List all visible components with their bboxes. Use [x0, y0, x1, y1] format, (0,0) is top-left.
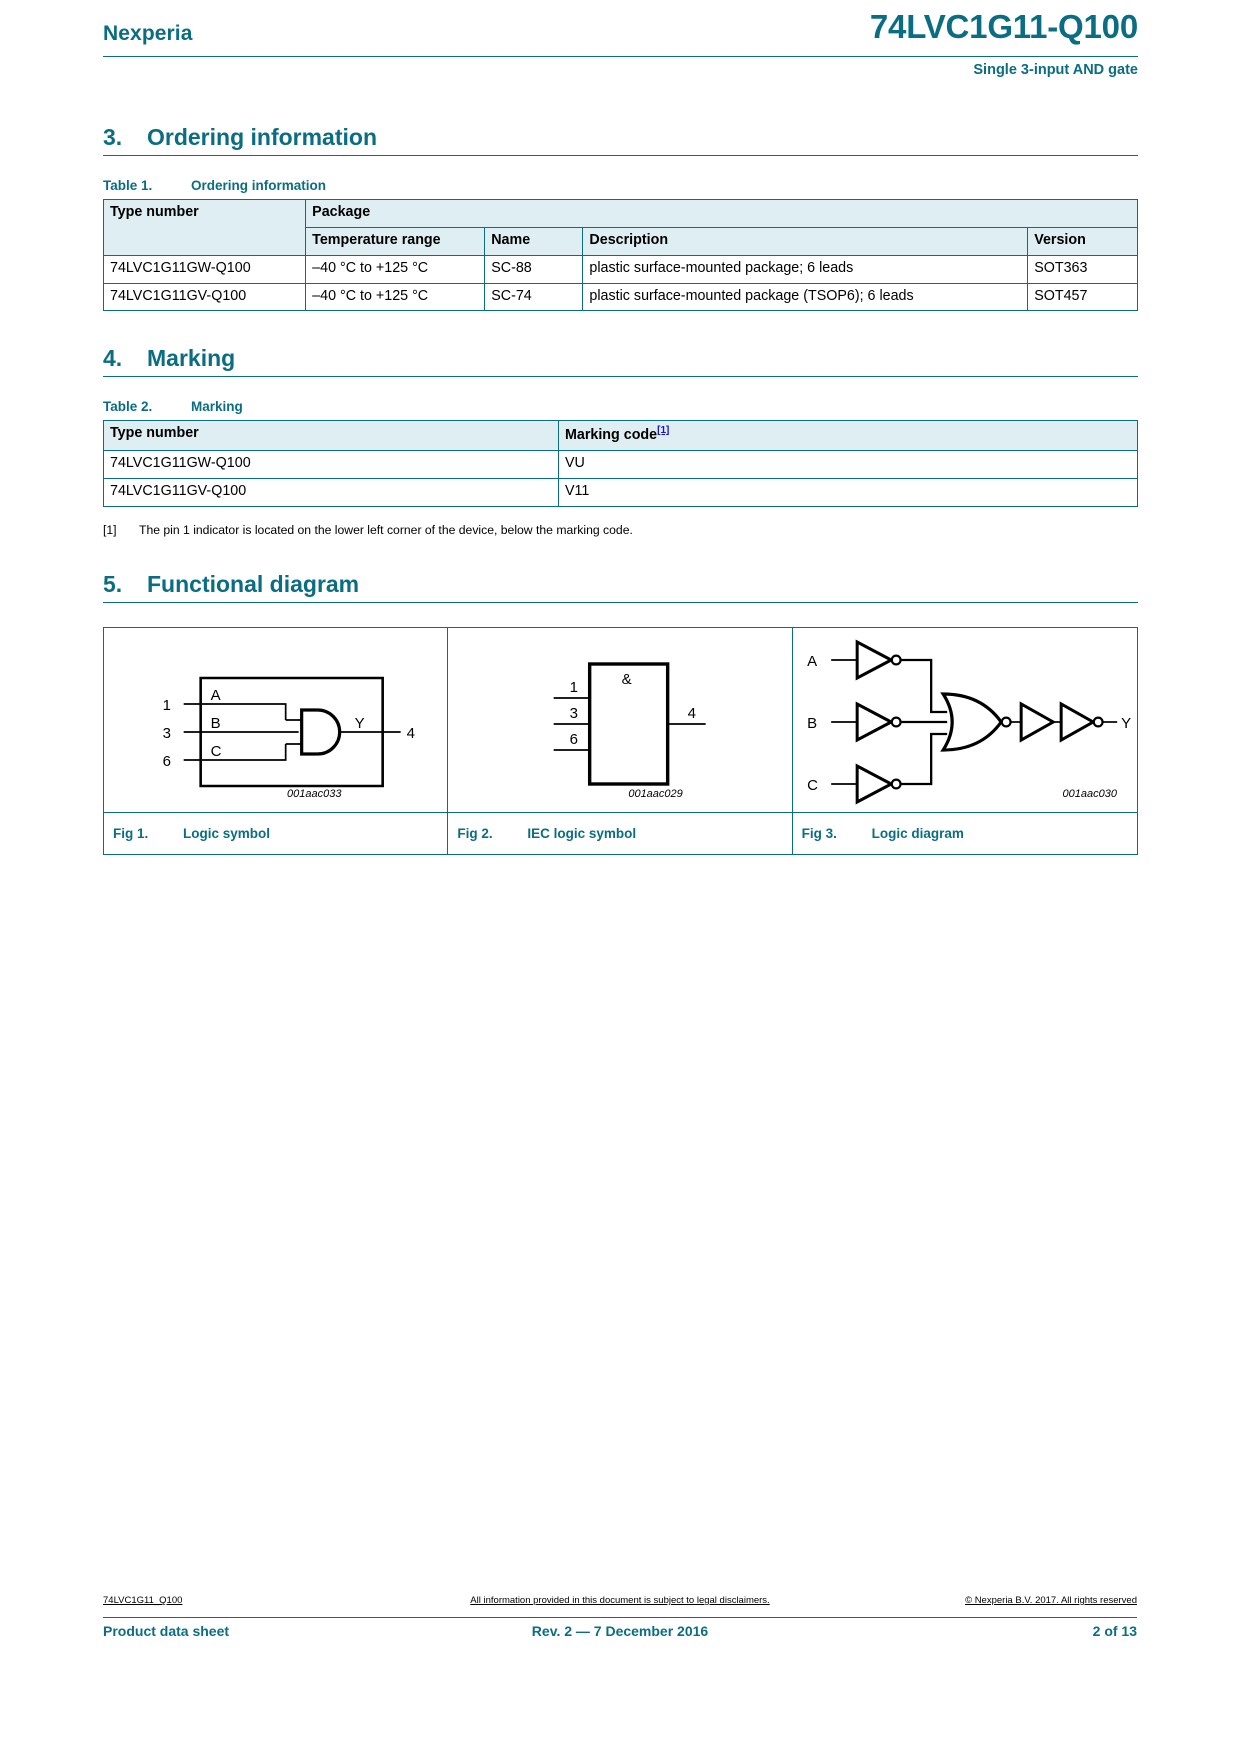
- table-row: [104, 478, 1138, 506]
- brand-name: Nexperia: [103, 22, 193, 45]
- th-type-number: Type number: [104, 200, 306, 256]
- pin-label-4: 4: [687, 704, 697, 722]
- iec-logic-symbol-artwork: [448, 628, 791, 814]
- document-header: [103, 0, 1138, 90]
- th-package: Package: [306, 200, 1138, 228]
- pin-label-1: 1: [162, 696, 172, 714]
- table-row: [104, 255, 1138, 283]
- figure2-caption-number: Fig 2.: [457, 825, 493, 841]
- table-row: [104, 451, 1138, 479]
- cell-temperature-range: –40 °C to +125 °C: [306, 283, 485, 311]
- figure-logic-symbol: [104, 628, 448, 854]
- cell-temperature-range: –40 °C to +125 °C: [306, 255, 485, 283]
- th-version: Version: [1028, 227, 1138, 255]
- cell-description: plastic surface-mounted package; 6 leads: [583, 255, 1028, 283]
- figure1-caption: [104, 812, 447, 854]
- figure1-caption-number: Fig 1.: [113, 825, 149, 841]
- cell-version: SOT457: [1028, 283, 1138, 311]
- ordering-information-table: [103, 199, 1138, 311]
- table1-caption-title: Ordering information: [191, 178, 326, 193]
- footnote-link[interactable]: [1]: [657, 425, 670, 437]
- gate-symbol-and: &: [621, 670, 633, 688]
- footnote-text: The pin 1 indicator is located on the lower left corner of the device, below the marking code.: [139, 522, 633, 537]
- footer-bottom-row: [103, 1623, 1137, 1645]
- inverter-bubble-c: [891, 779, 900, 788]
- iec-and-symbol-svg: [448, 628, 791, 814]
- figure3-artwork-id: 001aac030: [1062, 787, 1117, 800]
- table-header-row: [104, 200, 1138, 228]
- table1-caption: [103, 178, 1138, 193]
- figure1-caption-title: Logic symbol: [183, 825, 271, 841]
- figure3-caption-title: Logic diagram: [871, 825, 964, 841]
- table1-caption-number: Table 1.: [103, 178, 153, 193]
- header-divider: [103, 56, 1138, 57]
- output-bubble: [1093, 717, 1102, 726]
- section-heading: [103, 571, 1138, 603]
- pin-label-4: 4: [406, 724, 416, 742]
- pin-label-6: 6: [569, 730, 579, 748]
- cell-type-number: 74LVC1G11GV-Q100: [104, 478, 559, 506]
- section-number: 5.: [103, 570, 123, 597]
- signal-label-a: A: [806, 652, 817, 670]
- th-temperature-range: Temperature range: [306, 227, 485, 255]
- cell-type-number: 74LVC1G11GV-Q100: [104, 283, 306, 311]
- figure3-caption: [793, 812, 1137, 854]
- document-footer: [103, 1595, 1137, 1695]
- th-name: Name: [485, 227, 583, 255]
- page-title: 74LVC1G11-Q100: [869, 8, 1138, 45]
- signal-label-c: C: [806, 776, 818, 794]
- figure2-caption: [448, 812, 791, 854]
- figure2-caption-title: IEC logic symbol: [527, 825, 637, 841]
- cell-name: SC-74: [485, 283, 583, 311]
- table-row: [104, 283, 1138, 311]
- cell-marking-code: VU: [558, 451, 1137, 479]
- pin-label-6: 6: [162, 752, 172, 770]
- footer-page-number: 2 of 13: [1092, 1623, 1137, 1639]
- footer-disclaimer: All information provided in this document is subject to legal disclaimers.: [470, 1595, 770, 1606]
- section-title: Ordering information: [147, 124, 377, 150]
- section-number: 4.: [103, 345, 123, 372]
- footer-copyright: © Nexperia B.V. 2017. All rights reserved: [965, 1595, 1137, 1606]
- figure-logic-diagram: [793, 628, 1137, 854]
- footer-document-id: 74LVC1G11_Q100: [103, 1595, 183, 1606]
- table2-footnote: [103, 523, 1138, 537]
- figure-iec-logic-symbol: [448, 628, 792, 854]
- signal-label-b: B: [210, 714, 221, 732]
- section-heading: [103, 345, 1138, 377]
- table2-caption: [103, 399, 1138, 414]
- table2-caption-number: Table 2.: [103, 399, 153, 415]
- signal-label-y: Y: [1120, 714, 1131, 732]
- marking-table: [103, 420, 1138, 506]
- pin-label-1: 1: [569, 678, 579, 696]
- cell-type-number: 74LVC1G11GW-Q100: [104, 451, 559, 479]
- figure1-artwork-id: 001aac033: [287, 787, 342, 800]
- cell-marking-code: V11: [558, 478, 1137, 506]
- table-header-row: [104, 421, 1138, 451]
- section-title: Marking: [147, 345, 236, 372]
- footer-revision: Rev. 2 — 7 December 2016: [531, 1623, 709, 1639]
- cell-name: SC-88: [485, 255, 583, 283]
- footer-top-row: [103, 1595, 1137, 1615]
- section-ordering-information: [103, 124, 1138, 311]
- th-description: Description: [583, 227, 1028, 255]
- signal-label-c: C: [210, 742, 222, 760]
- product-subtitle: Single 3-input AND gate: [973, 62, 1138, 78]
- section-heading: [103, 124, 1138, 156]
- section-title: Functional diagram: [147, 570, 360, 597]
- pin-label-3: 3: [569, 704, 579, 722]
- cell-version: SOT363: [1028, 255, 1138, 283]
- signal-label-y: Y: [354, 714, 365, 732]
- footer-divider: [103, 1617, 1137, 1618]
- signal-label-a: A: [210, 686, 221, 704]
- footer-doc-type: Product data sheet: [103, 1623, 230, 1639]
- page-content: [103, 0, 1138, 855]
- cell-description: plastic surface-mounted package (TSOP6); 6 leads: [583, 283, 1028, 311]
- logic-diagram-artwork: [793, 628, 1137, 814]
- functional-diagram-panel: [103, 627, 1138, 855]
- th-marking-code-label: Marking code: [564, 427, 658, 444]
- section-functional-diagram: [103, 571, 1138, 855]
- and-gate-symbol-svg: [104, 628, 447, 814]
- logic-diagram-svg: [793, 628, 1137, 814]
- table2-caption-title: Marking: [191, 399, 243, 415]
- footnote-marker: [1]: [103, 522, 117, 537]
- nor-bubble: [1001, 717, 1010, 726]
- inverter-bubble-a: [891, 655, 900, 664]
- section-marking: [103, 345, 1138, 536]
- th-type-number: Type number: [104, 421, 559, 451]
- cell-type-number: 74LVC1G11GW-Q100: [104, 255, 306, 283]
- figure3-caption-number: Fig 3.: [801, 825, 837, 841]
- logic-symbol-artwork: [104, 628, 447, 814]
- th-marking-code: [558, 421, 1137, 451]
- section-number: 3.: [103, 124, 123, 150]
- figure2-artwork-id: 001aac029: [628, 787, 683, 800]
- inverter-bubble-b: [891, 717, 900, 726]
- pin-label-3: 3: [162, 724, 172, 742]
- signal-label-b: B: [806, 714, 817, 732]
